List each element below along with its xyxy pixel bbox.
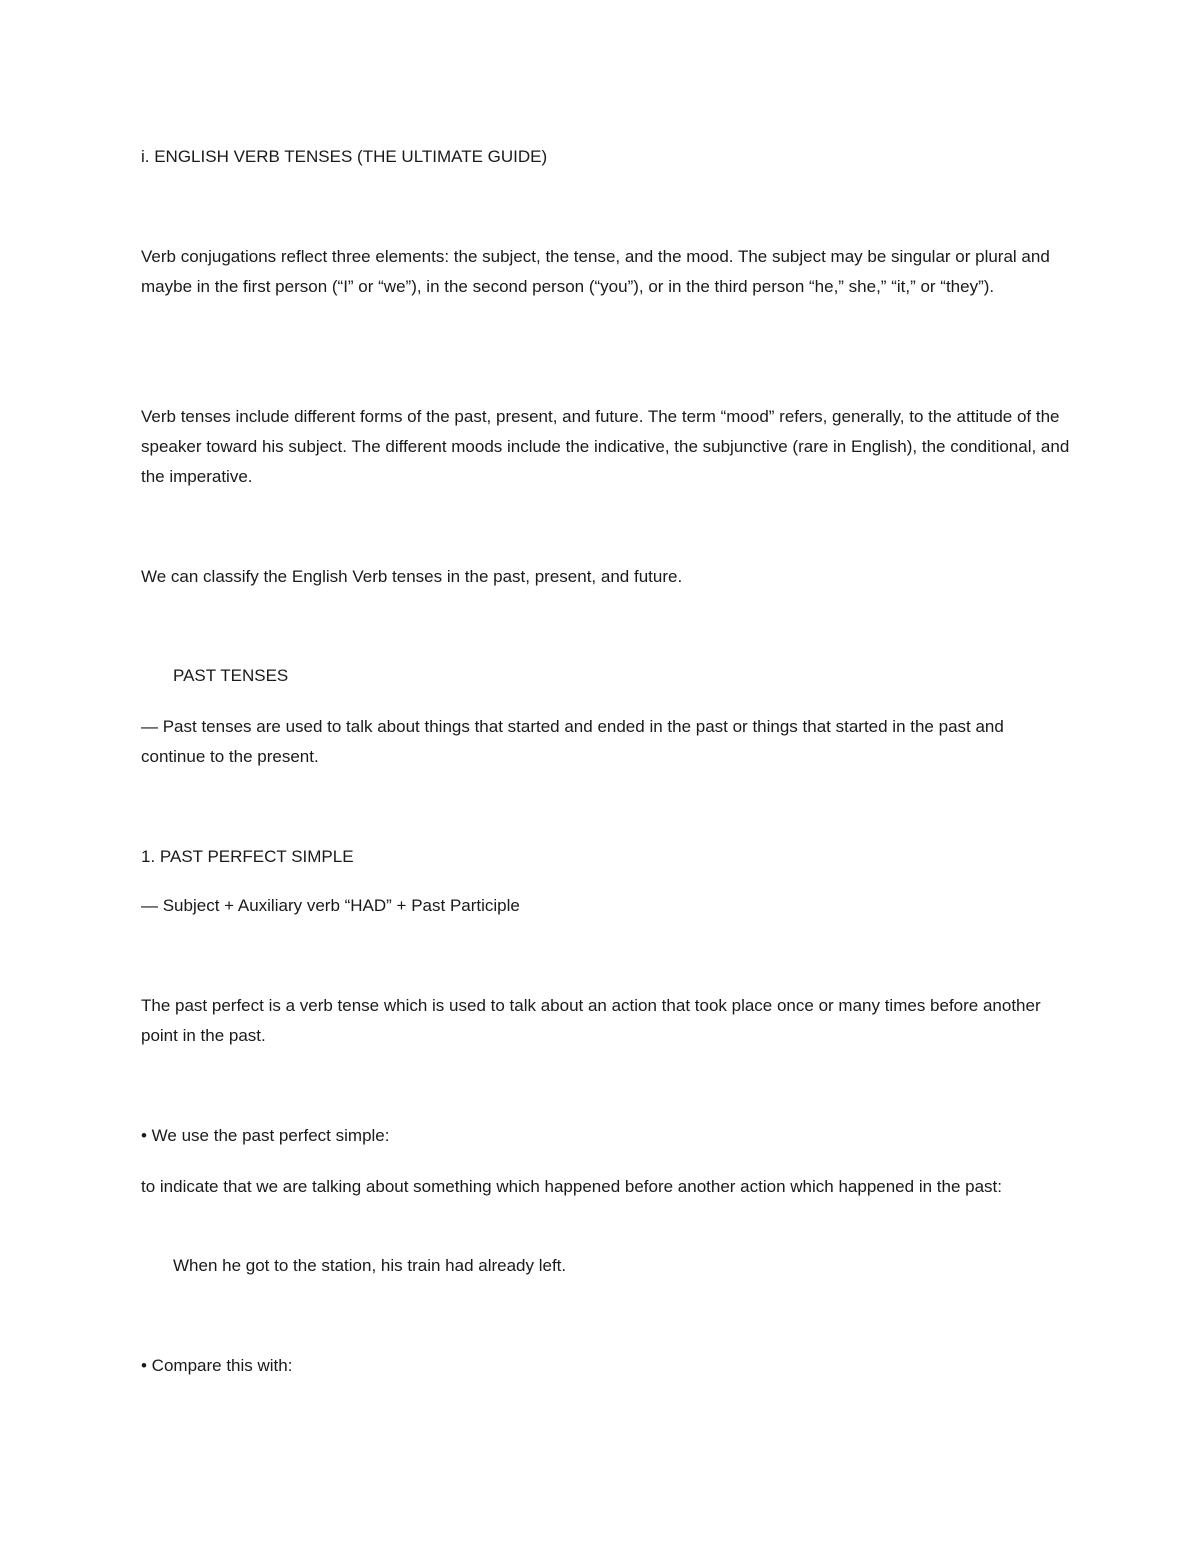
intro-paragraph-1: Verb conjugations reflect three elements: the subject, the tense, and the mood. The subject may be singular or plural and maybe in the first person (“I” or “we”), in the second person (“you”), or in the third person “he,” she,” “it,” or “they”). bbox=[141, 247, 1050, 296]
past-perfect-definition: The past perfect is a verb tense which is used to talk about an action that took place once or many times before another point in the past. bbox=[141, 996, 1041, 1045]
intro-paragraph-2: Verb tenses include different forms of the past, present, and future. The term “mood” refers, generally, to the attitude of the speaker toward his subject. The different moods include the indicative, the subjunctive (rare in English), the conditional, and the imperative. bbox=[141, 407, 1070, 486]
past-tenses-description: — Past tenses are used to talk about things that started and ended in the past or things that started in the past and continue to the present. bbox=[141, 717, 1004, 766]
past-perfect-formula: — Subject + Auxiliary verb “HAD” + Past Participle bbox=[141, 896, 520, 915]
use-description: to indicate that we are talking about something which happened before another action which happened in the past: bbox=[141, 1177, 1002, 1196]
past-perfect-heading: 1. PAST PERFECT SIMPLE bbox=[141, 847, 354, 866]
use-bullet: • We use the past perfect simple: bbox=[141, 1126, 390, 1145]
past-tenses-heading: PAST TENSES bbox=[173, 666, 289, 685]
compare-bullet: • Compare this with: bbox=[141, 1356, 293, 1375]
example-sentence: When he got to the station, his train had already left. bbox=[173, 1256, 567, 1275]
document-title: i. ENGLISH VERB TENSES (THE ULTIMATE GUIDE) bbox=[141, 147, 548, 166]
classification-paragraph: We can classify the English Verb tenses in the past, present, and future. bbox=[141, 567, 683, 586]
